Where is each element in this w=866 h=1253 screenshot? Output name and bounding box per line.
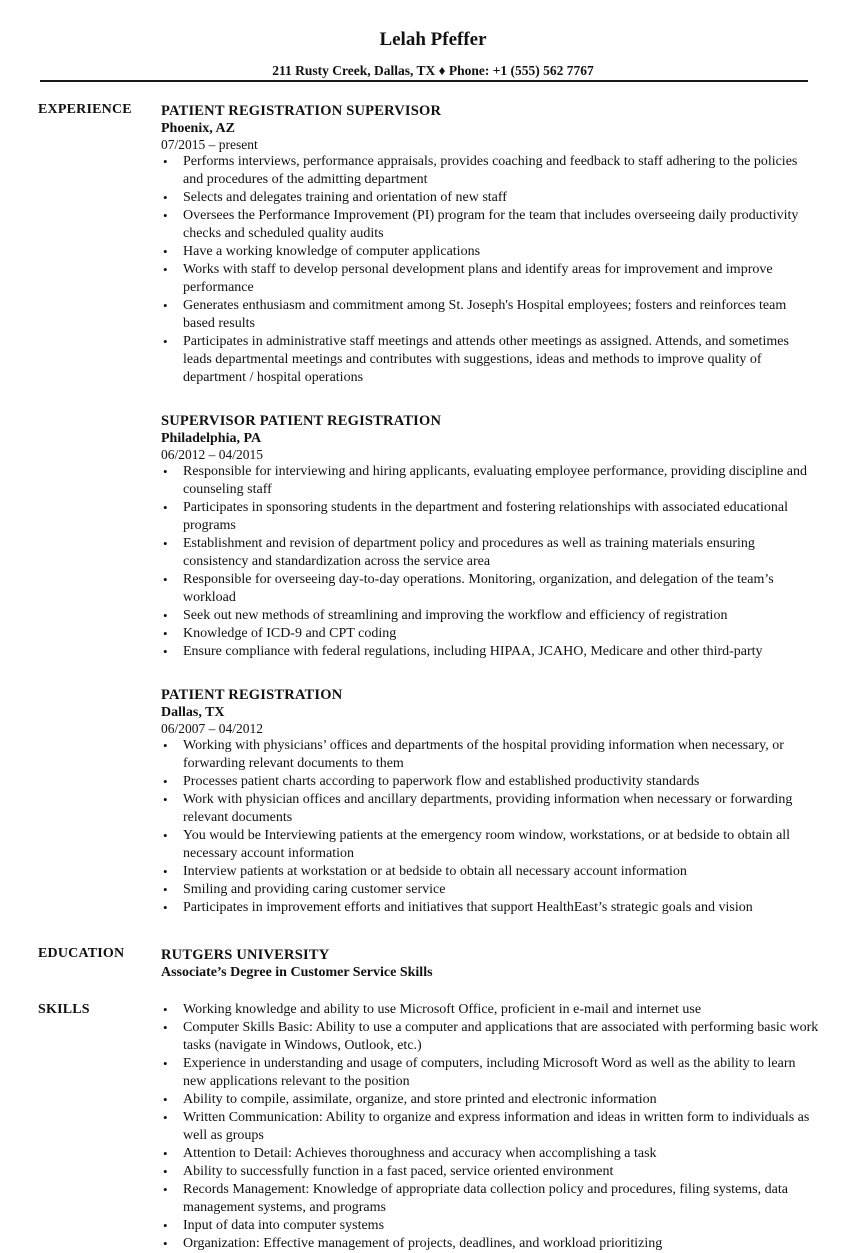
list-item [161, 625, 821, 643]
education-entry [161, 946, 821, 982]
bullet-icon: • [163, 608, 168, 623]
list-item [161, 643, 821, 661]
list-item [161, 1217, 821, 1235]
bullet-icon: • [163, 882, 168, 897]
bullet-text: You would be Interviewing patients at the emergency room window, workstations, or at bedside to obtain all necessary account information [183, 828, 791, 861]
skills-entry [161, 1001, 821, 1253]
bullet-text: Performs interviews, performance appraisals, provides coaching and feedback to staff adhering to the policies and procedures of the admitting department [183, 154, 798, 187]
list-item [161, 773, 821, 791]
bullet-icon: • [163, 900, 168, 915]
list-item [161, 1235, 821, 1253]
job-dates: 07/2015 – present [161, 137, 258, 152]
bullet-text: Experience in understanding and usage of computers, including Microsoft Word as well as the ability to learn new applications relevant to the position [183, 1056, 796, 1089]
bullet-icon: • [163, 1146, 168, 1161]
list-item [161, 261, 821, 297]
bullet-icon: • [163, 1110, 168, 1125]
candidate-name: Lelah Pfeffer [379, 29, 487, 50]
bullet-text: Records Management: Knowledge of appropriate data collection policy and procedures, filing systems, data management systems, and programs [183, 1182, 788, 1215]
bullet-text: Selects and delegates training and orientation of new staff [183, 190, 507, 205]
bullet-icon: • [163, 828, 168, 843]
list-item [161, 153, 821, 189]
list-item [161, 881, 821, 899]
bullet-text: Processes patient charts according to paperwork flow and established productivity standards [183, 774, 700, 789]
list-item [161, 463, 821, 499]
bullet-text: Working with physicians’ offices and departments of the hospital providing information when necessary, or forwarding relevant documents to them [183, 738, 784, 771]
list-item [161, 243, 821, 261]
list-item [161, 1181, 821, 1217]
bullet-text: Works with staff to develop personal development plans and identify areas for improvement and improve performance [183, 262, 773, 295]
bullet-icon: • [163, 572, 168, 587]
list-item [161, 737, 821, 773]
bullet-text: Written Communication: Ability to organize and express information and ideas in written form to individuals as well as groups [183, 1110, 810, 1143]
bullet-text: Ensure compliance with federal regulations, including HIPAA, JCAHO, Medicare and other third-party [183, 644, 763, 659]
bullet-text: Generates enthusiasm and commitment among St. Joseph's Hospital employees; fosters and reinforces team based results [183, 298, 787, 331]
job-title: PATIENT REGISTRATION [161, 687, 343, 703]
job-bullets [161, 737, 821, 917]
bullet-icon: • [163, 464, 168, 479]
bullet-text: Ability to successfully function in a fast paced, service oriented environment [183, 1164, 614, 1179]
list-item [161, 499, 821, 535]
bullet-text: Have a working knowledge of computer applications [183, 244, 481, 259]
bullet-text: Attention to Detail: Achieves thoroughness and accuracy when accomplishing a task [183, 1146, 657, 1161]
bullet-text: Interview patients at workstation or at bedside to obtain all necessary account information [183, 864, 687, 879]
list-item [161, 207, 821, 243]
job-bullets [161, 463, 821, 661]
job-title: PATIENT REGISTRATION SUPERVISOR [161, 103, 442, 119]
bullet-icon: • [163, 1056, 168, 1071]
bullet-text: Knowledge of ICD-9 and CPT coding [183, 626, 397, 641]
bullet-text: Participates in sponsoring students in the department and fostering relationships with associated educational programs [183, 500, 788, 533]
header-divider [40, 80, 808, 82]
bullet-icon: • [163, 1092, 168, 1107]
bullet-text: Responsible for overseeing day-to-day operations. Monitoring, organization, and delegation of the team’s workload [183, 572, 774, 605]
bullet-text: Participates in improvement efforts and initiatives that support HealthEast’s strategic goals and vision [183, 900, 753, 915]
bullet-icon: • [163, 792, 168, 807]
job-entry [161, 412, 821, 661]
bullet-text: Responsible for interviewing and hiring applicants, evaluating employee performance, providing discipline and counseling staff [183, 464, 807, 497]
bullet-text: Seek out new methods of streamlining and improving the workflow and efficiency of registration [183, 608, 728, 623]
bullet-icon: • [163, 208, 168, 223]
job-entry [161, 686, 821, 917]
list-item [161, 1001, 821, 1019]
skills-list [161, 1001, 821, 1253]
bullet-icon: • [163, 244, 168, 259]
bullet-icon: • [163, 644, 168, 659]
list-item [161, 1091, 821, 1109]
list-item [161, 791, 821, 827]
job-location: Dallas, TX [161, 705, 225, 720]
list-item [161, 535, 821, 571]
bullet-text: Computer Skills Basic: Ability to use a computer and applications that are associated with performing basic work tasks (navigate in Windows, Outlook, etc.) [183, 1020, 819, 1053]
bullet-text: Organization: Effective management of projects, deadlines, and workload prioritizing [183, 1236, 663, 1251]
bullet-icon: • [163, 334, 168, 349]
job-bullets [161, 153, 821, 387]
list-item [161, 1145, 821, 1163]
bullet-icon: • [163, 190, 168, 205]
bullet-icon: • [163, 626, 168, 641]
bullet-text: Working knowledge and ability to use Microsoft Office, proficient in e-mail and internet use [183, 1002, 702, 1017]
bullet-text: Oversees the Performance Improvement (PI) program for the team that includes overseeing daily productivity checks and scheduled quality audits [183, 208, 799, 241]
list-item [161, 1109, 821, 1145]
bullet-text: Input of data into computer systems [183, 1218, 385, 1233]
bullet-text: Ability to compile, assimilate, organize, and store printed and electronic information [183, 1092, 657, 1107]
bullet-icon: • [163, 774, 168, 789]
bullet-icon: • [163, 1236, 168, 1251]
list-item [161, 1055, 821, 1091]
list-item [161, 607, 821, 625]
bullet-icon: • [163, 298, 168, 313]
bullet-icon: • [163, 1182, 168, 1197]
school-name: RUTGERS UNIVERSITY [161, 947, 330, 963]
job-dates: 06/2012 – 04/2015 [161, 447, 264, 462]
bullet-icon: • [163, 1020, 168, 1035]
bullet-icon: • [163, 536, 168, 551]
section-label-skills: SKILLS [38, 1002, 90, 1017]
bullet-icon: • [163, 154, 168, 169]
bullet-icon: • [163, 500, 168, 515]
job-entry [161, 102, 821, 387]
bullet-text: Establishment and revision of department policy and procedures as well as training materials ensuring consistency and standardization across the service area [183, 536, 755, 569]
bullet-icon: • [163, 1164, 168, 1179]
list-item [161, 1163, 821, 1181]
list-item [161, 571, 821, 607]
list-item [161, 189, 821, 207]
degree: Associate’s Degree in Customer Service Skills [161, 965, 433, 980]
bullet-icon: • [163, 738, 168, 753]
bullet-icon: • [163, 1002, 168, 1017]
section-label-education: EDUCATION [38, 946, 125, 961]
list-item [161, 1019, 821, 1055]
bullet-icon: • [163, 262, 168, 277]
list-item [161, 333, 821, 387]
bullet-icon: • [163, 1218, 168, 1233]
bullet-text: Participates in administrative staff meetings and attends other meetings as assigned. Attends, and sometimes leads departmental meetings and contributes with suggestions, ideas and methods to improve quality of department / hospital operations [183, 334, 789, 385]
contact-line: 211 Rusty Creek, Dallas, TX ♦ Phone: +1 (555) 562 7767 [272, 63, 594, 78]
bullet-text: Smiling and providing caring customer service [183, 882, 446, 897]
job-title: SUPERVISOR PATIENT REGISTRATION [161, 413, 442, 429]
list-item [161, 863, 821, 881]
job-dates: 06/2007 – 04/2012 [161, 721, 264, 736]
job-location: Phoenix, AZ [161, 121, 235, 136]
list-item [161, 899, 821, 917]
list-item [161, 297, 821, 333]
job-location: Philadelphia, PA [161, 431, 262, 446]
section-label-experience: EXPERIENCE [38, 102, 132, 117]
bullet-text: Work with physician offices and ancillary departments, providing information when necessary or forwarding relevant documents [183, 792, 793, 825]
list-item [161, 827, 821, 863]
bullet-icon: • [163, 864, 168, 879]
